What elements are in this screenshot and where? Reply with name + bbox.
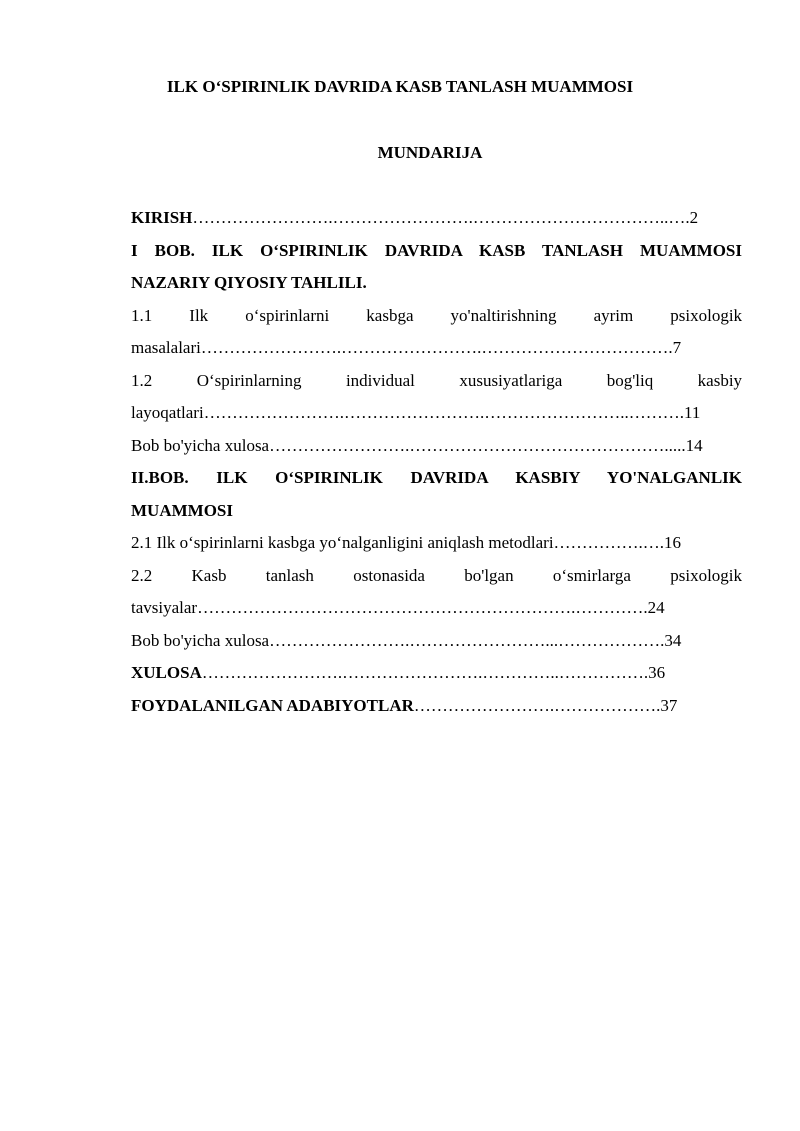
toc-page-number: 7 (672, 338, 682, 357)
toc-page-number: 24 (647, 598, 665, 617)
toc-entry-label: layoqatlari (131, 403, 204, 422)
toc-page-number: 11 (683, 403, 701, 422)
toc-chapter-2-line-2: MUAMMOSI (131, 500, 233, 520)
toc-word: Kasb (191, 565, 227, 585)
toc-page-number: 2 (689, 208, 699, 227)
toc-page-number: 34 (664, 630, 682, 650)
toc-word: Ilk (189, 305, 209, 325)
toc-word: o‘spirinlarni (245, 305, 330, 325)
toc-entry-label: masalalari (131, 338, 201, 357)
toc-entry-label: 2.1 Ilk o‘spirinlarni kasbga yo‘nalganligini aniqlash metodlari (131, 533, 554, 552)
toc-chapter-1-line-1: I BOB. ILK O‘SPIRINLIK DAVRIDA KASB TANLASH MUAMMOSI (131, 240, 742, 260)
toc-word: kasbga (366, 305, 414, 325)
toc-entry-bob-2-xulosa (131, 628, 742, 661)
toc-leader-dots: …………………….…………………….…………..……………. (201, 663, 649, 682)
toc-chapter-2-line-1: II.BOB. ILK O‘SPIRINLIK DAVRIDA KASBIY YO'NALGANLIK (131, 468, 742, 487)
toc-heading: MUNDARIJA (377, 143, 483, 162)
toc-leader-dots: …………………….…………………….……………………………. (200, 338, 673, 357)
toc-word: tanlash (265, 565, 314, 585)
toc-leader-dots: …………………….…………………….……………………………..…. (192, 208, 690, 227)
toc-leader-dots: …………………….………………. (413, 695, 661, 715)
toc-entry-label: FOYDALANILGAN ADABIYOTLAR (131, 695, 414, 715)
toc-entry-label: Bob bo'yicha xulosa (131, 630, 270, 650)
toc-entry-label: Bob bo'yicha xulosa (131, 435, 270, 455)
toc-entry-1-1-line-1 (131, 303, 742, 336)
toc-word: psixologik (670, 565, 742, 585)
toc-page-number: 36 (648, 663, 666, 682)
toc-word: ostonasida (353, 565, 425, 585)
toc-entry-1-1-line-2 (131, 335, 742, 368)
toc-word: xususiyatlariga (459, 370, 563, 390)
toc-leader-dots: ………………………………………………………….…………. (197, 598, 648, 617)
toc-entry-bob-1-xulosa (131, 433, 742, 466)
toc-entry-label: KIRISH (131, 208, 193, 227)
document-title: ILK O‘SPIRINLIK DAVRIDA KASB TANLASH MUAMMOSI (166, 77, 634, 96)
toc-entry-2-1 (131, 530, 742, 563)
toc-entry-2-2-line-2 (131, 595, 742, 628)
toc-word: psixologik (670, 305, 742, 325)
toc-word: 1.2 (131, 370, 153, 390)
toc-entry-2-2-line-1 (131, 563, 742, 596)
toc-word: o‘smirlarga (552, 565, 631, 585)
toc-entry-label: tavsiyalar (131, 598, 198, 617)
toc-word: yo'naltirishning (450, 305, 557, 325)
toc-word: bog'liq (606, 370, 654, 390)
toc-leader-dots: …………….…. (553, 533, 665, 552)
table-of-contents (131, 205, 742, 725)
toc-word: individual (345, 370, 415, 390)
toc-page-number: 16 (664, 533, 682, 552)
toc-leader-dots: …………………….……………………...………………. (269, 630, 665, 650)
toc-leader-dots: …………………….………………………………………..... (269, 435, 686, 455)
toc-entry-label: XULOSA (131, 663, 202, 682)
toc-word: 1.1 (131, 305, 153, 325)
toc-entry-xulosa (131, 660, 742, 693)
toc-word: 2.2 (131, 565, 153, 585)
toc-word: bo'lgan (464, 565, 514, 585)
toc-word: O‘spirinlarning (196, 370, 302, 390)
toc-page-number: 14 (685, 435, 703, 455)
toc-chapter-1-line-2: NAZARIY QIYOSIY TAHLILI. (131, 273, 367, 292)
toc-entry-1-2-line-2 (131, 400, 742, 433)
toc-page-number: 37 (660, 695, 678, 715)
toc-leader-dots: …………………….…………………….……………………..………. (203, 403, 684, 422)
toc-word: ayrim (593, 305, 634, 325)
toc-entry-adabiyotlar (131, 693, 742, 726)
toc-entry-kirish (131, 205, 742, 238)
toc-word: kasbiy (697, 370, 742, 390)
toc-entry-1-2-line-1 (131, 368, 742, 401)
